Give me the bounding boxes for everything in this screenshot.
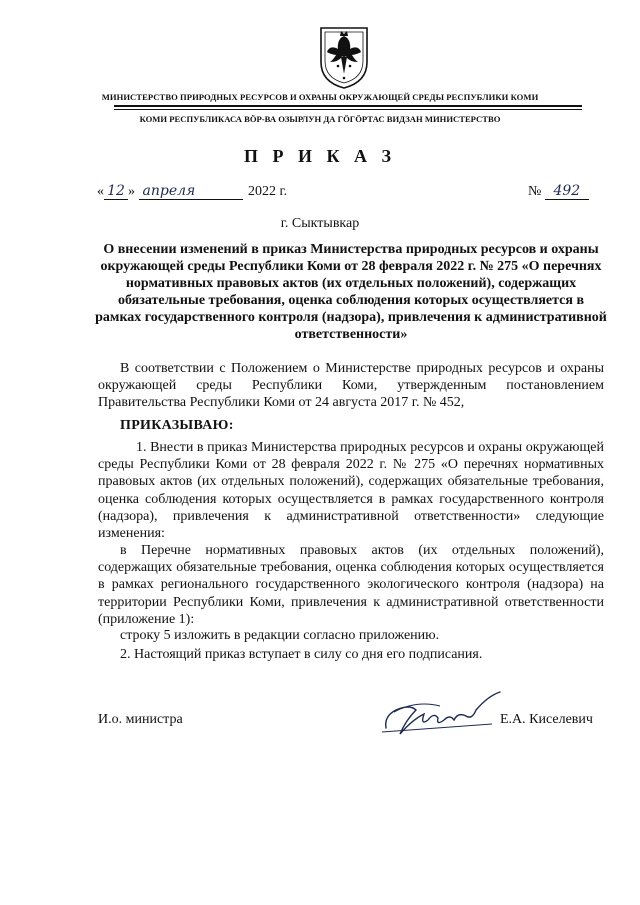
preamble-paragraph: В соответствии с Положением о Министерстве природных ресурсов и охраны окружающей среды Республики Коми, утвержденным постановлением Правительства Республики Коми от 24 августа 2017 г. № 452, bbox=[98, 361, 604, 411]
order-date bbox=[97, 183, 287, 200]
date-day-handwritten: 12 bbox=[104, 183, 128, 200]
date-quote-close: » bbox=[128, 184, 135, 199]
date-quote-open: « bbox=[97, 184, 104, 199]
header-divider-thick bbox=[114, 105, 582, 107]
order-heading: О внесении изменений в приказ Министерства природных ресурсов и охраны окружающей среды Республики Коми от 28 февраля 2022 г. № 275 «О перечнях нормативных правовых актов (их отдельных положений), содержащих обязательные требования, оценка соблюдения которых осуществляется в рамках государственного контроля (надзора), привлечения к административной ответственности» bbox=[95, 242, 607, 342]
ministry-name-russian: МИНИСТЕРСТВО ПРИРОДНЫХ РЕСУРСОВ И ОХРАНЫ ОКРУЖАЮЩЕЙ СРЕДЫ РЕСПУБЛИКИ КОМИ bbox=[101, 92, 539, 102]
order-item-1: 1. Внести в приказ Министерства природных ресурсов и охраны окружающей среды Республики Коми от 28 февраля 2022 г. № 275 «О перечнях нормативных правовых актов (их отдельных положений), содержащих обязательные требования, оценка соблюдения которых осуществляется в рамках государственного контроля (надзора), привлечения к административной ответственности» следующие изменения: bbox=[98, 440, 604, 542]
signatory-name: Е.А. Киселевич bbox=[500, 712, 593, 727]
list-change-paragraph: в Перечне нормативных правовых актов (их отдельных положений), содержащих обязательные требования, оценка соблюдения которых осуществляется в рамках регионального государственного экологического контроля (надзора) на территории Республики Коми, привлечения к административной ответственности (приложение 1): bbox=[98, 543, 604, 627]
order-number-handwritten: 492 bbox=[545, 183, 589, 200]
coat-of-arms-emblem bbox=[318, 22, 370, 90]
number-sign: № bbox=[528, 184, 542, 199]
order-number bbox=[528, 183, 589, 200]
order-item-2: 2. Настоящий приказ вступает в силу со дня его подписания. bbox=[120, 647, 483, 662]
row-5-change: строку 5 изложить в редакции согласно приложению. bbox=[120, 628, 440, 643]
handwritten-signature bbox=[376, 690, 506, 740]
order-directive-word: ПРИКАЗЫВАЮ: bbox=[120, 418, 234, 433]
city-name: г. Сыктывкар bbox=[280, 216, 360, 231]
header-divider-thin bbox=[114, 109, 582, 110]
ministry-name-komi: КОМИ РЕСПУБЛИКАСА ВӦР-ВА ОЗЫРЛУН ДА ГӦГӦРТАС ВИДЗАН МИНИСТЕРСТВО bbox=[139, 114, 501, 124]
date-year: 2022 г. bbox=[248, 184, 288, 199]
signatory-role: И.о. министра bbox=[98, 712, 183, 727]
document-type-title: П Р И К А З bbox=[243, 146, 397, 166]
date-month-handwritten: апреля bbox=[139, 183, 243, 200]
